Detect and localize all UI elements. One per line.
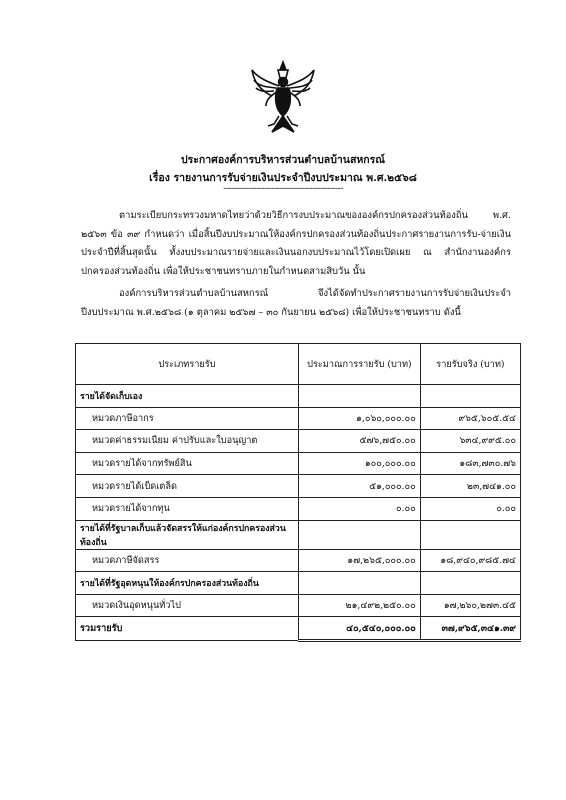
table-row: [76, 452, 521, 475]
announcement-subject: เรื่อง รายงานการรับจ่ายเงินประจำปีงบประมาณ พ.ศ.๒๕๖๘: [149, 172, 417, 184]
row-estimate: ๕๗๖,๗๕๐.๐๐: [298, 430, 420, 453]
row-label: หมวดค่าธรรมเนียม ค่าปรับและใบอนุญาต: [76, 430, 299, 453]
row-estimate: ๑,๐๖๐,๐๐๐.๐๐: [298, 407, 420, 430]
total-estimate: ๔๐,๕๔๐,๐๐๐.๐๐: [298, 617, 420, 641]
total-actual: ๓๗,๙๖๕,๓๔๑.๓๙: [420, 617, 520, 641]
table-row: [76, 549, 521, 572]
column-header-type: ประเภทรายรับ: [76, 344, 299, 385]
row-estimate: ๒๑,๔๙๒,๒๕๐.๐๐: [298, 594, 420, 617]
paragraph-announcement: องค์การบริหารส่วนตำบลบ้านสหกรณ์ จึงได้จัดทำประกาศรายงานการรับจ่ายเงินประจำปีงบประมาณ พ.ศ.๒๕๖๘ (๑ ตุลาคม ๒๕๖๗ – ๓๐ กันยายน ๒๕๖๘) เพื่อให้ประชาชนทราบ ดังนี้: [81, 288, 511, 318]
row-label: หมวดรายได้จากทุน: [76, 497, 299, 520]
row-estimate: ๕๑,๐๐๐.๐๐: [298, 475, 420, 498]
row-actual: ๖๓๔,๙๙๕.๐๐: [420, 430, 520, 453]
row-actual: ๑๘,๙๔๐,๙๘๕.๗๔: [420, 549, 520, 572]
category-label: รายได้จัดเก็บเอง: [76, 385, 299, 408]
table-header-row: [76, 344, 521, 385]
row-actual: ๒๓,๗๔๑.๐๐: [420, 475, 520, 498]
category-row: [76, 572, 521, 595]
separator-line: -----------------------------------------------: [223, 184, 343, 194]
table-row: [76, 430, 521, 453]
column-header-estimate: ประมาณการรายรับ (บาท): [298, 344, 420, 385]
row-label: หมวดภาษีจัดสรร: [76, 549, 299, 572]
row-label: หมวดรายได้จากทรัพย์สิน: [76, 452, 299, 475]
announcement-title: ประกาศองค์การบริหารส่วนตำบลบ้านสหกรณ์: [180, 154, 386, 166]
category-row: [76, 385, 521, 408]
table-row: [76, 497, 521, 520]
table-row: [76, 475, 521, 498]
paragraph-regulation: ตามระเบียบกระทรวงมหาดไทยว่าด้วยวิธีการงบประมาณขององค์กรปกครองส่วนท้องถิ่น พ.ศ. ๒๕๖๓ ข้อ ๓๙ กำหนดว่า เมื่อสิ้นปีงบประมาณให้องค์กรปกครองส่วนท้องถิ่นประกาศรายงานการรับ-จ่ายเงินประจำปีที่สิ้นสุดนั้น ทั้งงบประมาณรายจ่ายและเงินนอกงบประมาณไว้โดยเปิดเผย ณ สำนักงานองค์กรปกครองส่วนท้องถิ่น เพื่อให้ประชาชนทราบภายในกำหนดสามสิบวัน นั้น: [81, 210, 511, 277]
category-row: [76, 520, 521, 549]
row-label: หมวดเงินอุดหนุนทั่วไป: [76, 594, 299, 617]
table-row: [76, 594, 521, 617]
row-actual: ๑๘๓,๗๓๐.๗๖: [420, 452, 520, 475]
revenue-table: [75, 343, 521, 642]
total-row: [76, 617, 521, 641]
row-estimate: ๑๗,๒๖๕,๐๐๐.๐๐: [298, 549, 420, 572]
category-label: รายได้ที่รัฐอุดหนุนให้องค์กรปกครองส่วนท้องถิ่น: [76, 572, 299, 595]
row-estimate: ๐.๐๐: [298, 497, 420, 520]
table-row: [76, 407, 521, 430]
row-actual: ๐.๐๐: [420, 497, 520, 520]
row-label: หมวดรายได้เบ็ดเตล็ด: [76, 475, 299, 498]
garuda-emblem-icon: [250, 60, 316, 138]
row-label: หมวดภาษีอากร: [76, 407, 299, 430]
total-label: รวมรายรับ: [76, 617, 299, 641]
row-actual: ๙๖๕,๖๐๕.๕๔: [420, 407, 520, 430]
row-estimate: ๑๐๐,๐๐๐.๐๐: [298, 452, 420, 475]
column-header-actual: รายรับจริง (บาท): [420, 344, 520, 385]
category-label: รายได้ที่รัฐบาลเก็บแล้วจัดสรรให้แก่องค์กรปกครองส่วนท้องถิ่น: [76, 520, 299, 549]
row-actual: ๑๗,๒๖๐,๒๗๓.๔๕: [420, 594, 520, 617]
